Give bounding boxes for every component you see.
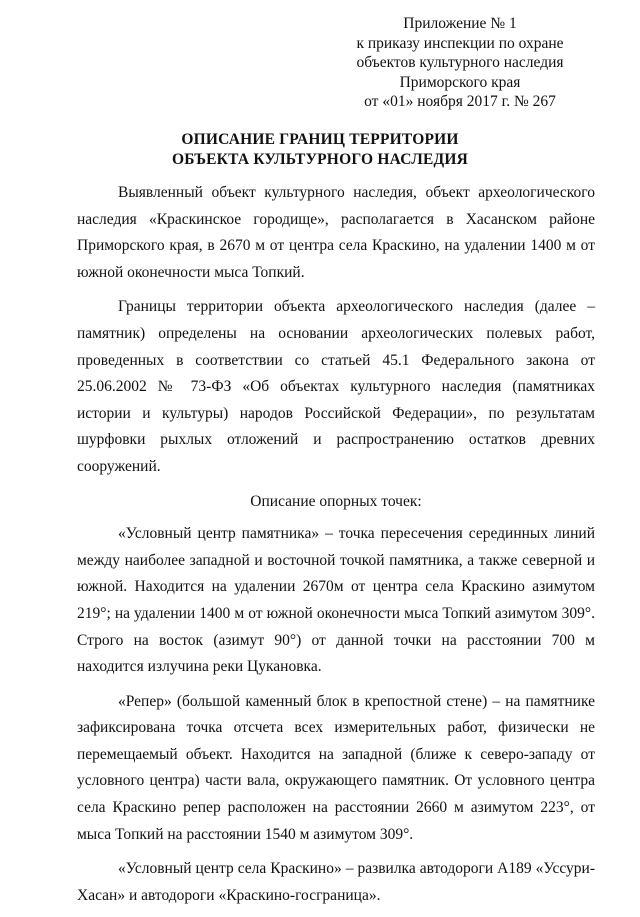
appendix-line: от «01» ноября 2017 г. № 267 (364, 93, 556, 110)
document-body (77, 180, 595, 917)
paragraph-monument-center: «Условный центр памятника» – точка пересечения серединных линий между наиболее западной и восточной точкой памятника, а также северной и южной. Находится на удалении 2670м от центра села Краскино азимутом 219°; на удалении 1400 м от южной оконечности мыса Топкий азимутом 309°. Строго на восток (азимут 90°) от данной точки на расстоянии 700 м находится излучина реки Цукановка. (77, 525, 595, 676)
appendix-line: к приказу инспекции по охране (356, 34, 564, 52)
section-heading-reference-points: Описание опорных точек: (250, 492, 422, 510)
appendix-line: Приморского края (399, 73, 521, 91)
appendix-line: Приложение № 1 (403, 15, 517, 32)
paragraph-territory-boundaries: Границы территории объекта археологического наследия (далее – памятник) определены на основании археологических полевых работ, проведенных в соответствии со статьей 45.1 Федерального закона от 25.06.2002 № 73-ФЗ «Об объектах культурного наследия (памятниках истории и культуры) народов Российской Федерации», по результатам шурфовки рыхлых отложений и распространению остатков древних сооружений. (77, 298, 595, 475)
title-line: ОБЪЕКТА КУЛЬТУРНОГО НАСЛЕДИЯ (171, 151, 469, 168)
paragraph-village-center: «Условный центр села Краскино» – развилка автодороги А189 «Уссури-Хасан» и автодороги «Краскино-госграница». (77, 860, 595, 904)
title-line: ОПИСАНИЕ ГРАНИЦ ТЕРРИТОРИИ (181, 131, 459, 148)
document-title (0, 130, 640, 170)
paragraph-benchmark: «Репер» (большой каменный блок в крепостной стене) – на памятнике зафиксирована точка отсчета всех измерительных работ, физически не перемещаемый объект. Находится на западной (ближе к северо-западу от условного центра) части вала, окружающего памятник. От условного центра села Краскино репер расположен на расстоянии 2660 м азимутом 223°, от мыса Топкий на расстоянии 1540 м азимутом 309°. (77, 692, 595, 843)
paragraph-object-location: Выявленный объект культурного наследия, объект археологического наследия «Краскинское городище», располагается в Хасанском районе Приморского края, в 2670 м от центра села Краскино, на удалении 1400 м от южной оконечности мыса Топкий. (77, 184, 595, 281)
appendix-line: объектов культурного наследия (356, 54, 564, 71)
appendix-header (350, 14, 570, 112)
